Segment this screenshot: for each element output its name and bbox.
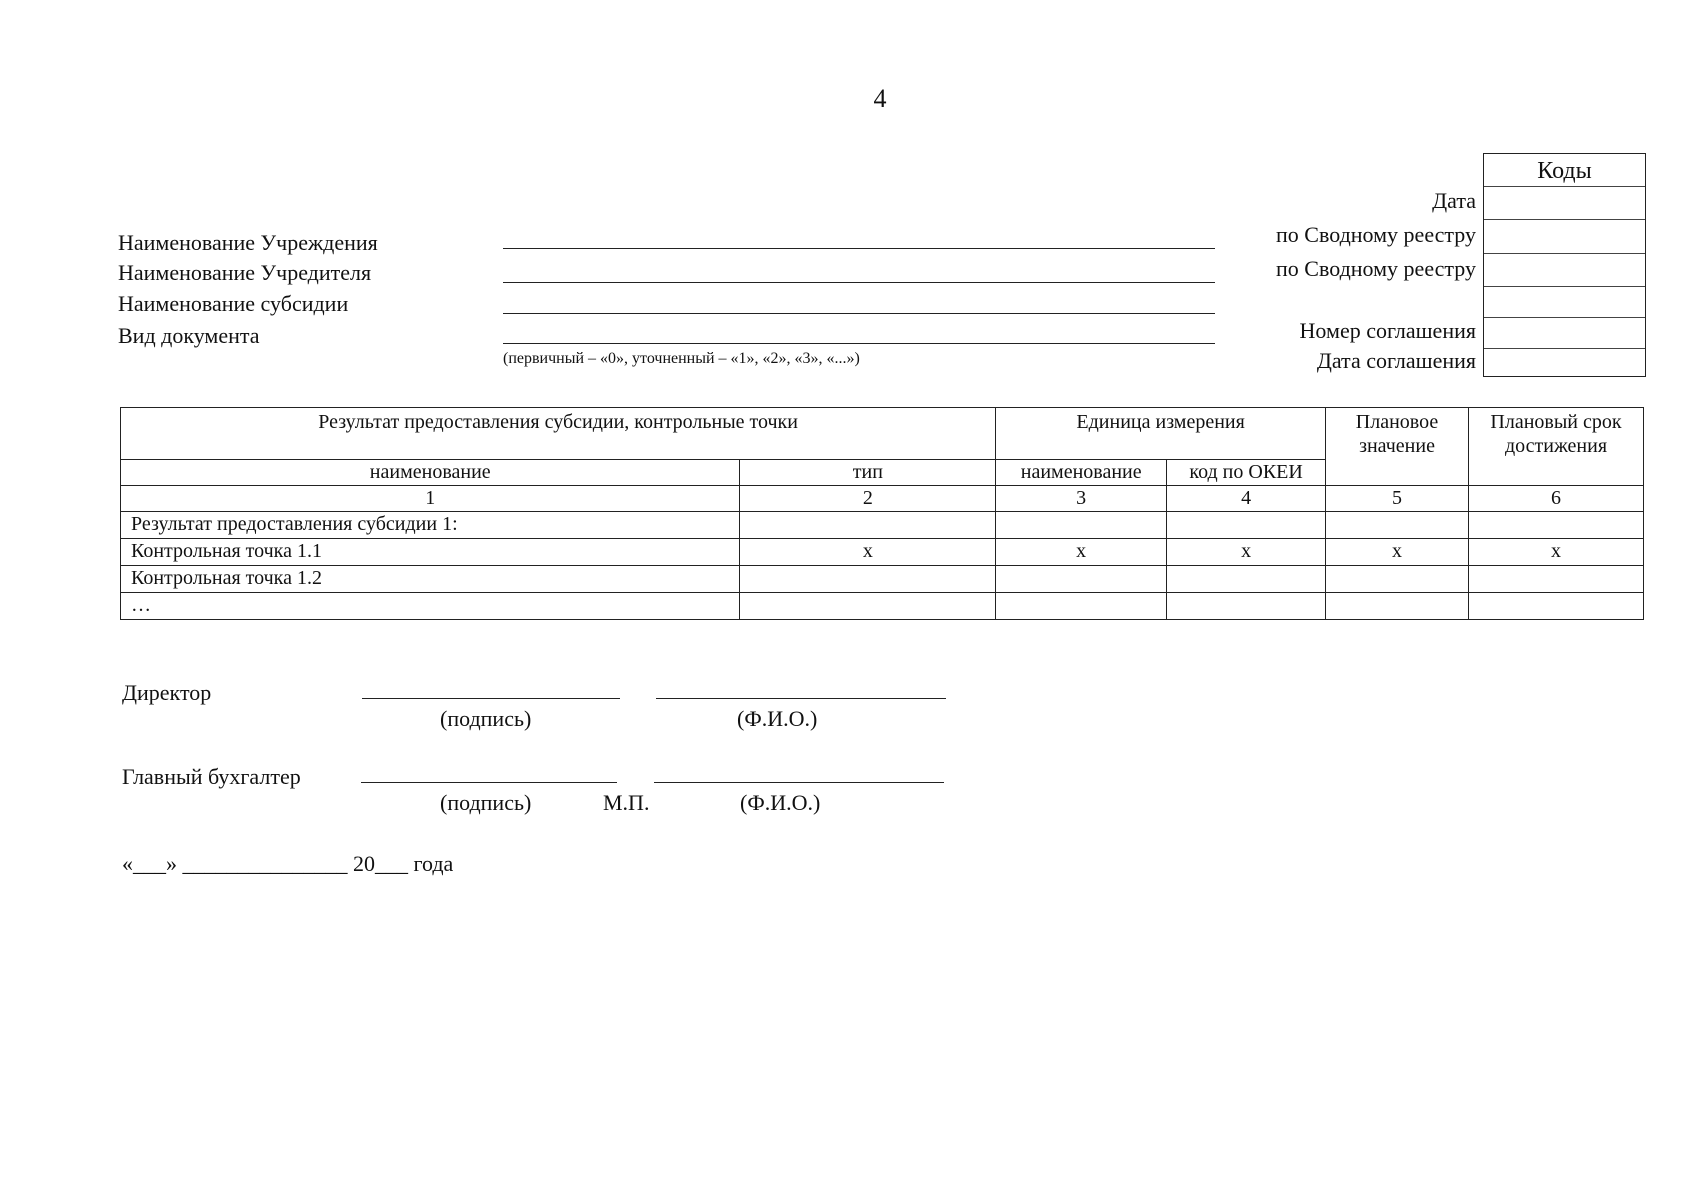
- results-table: [120, 407, 1644, 620]
- header-unit-name: наименование: [996, 460, 1167, 486]
- column-number: 3: [996, 486, 1167, 512]
- director-signature-caption: (подпись): [440, 706, 532, 731]
- codes-box: [1483, 153, 1646, 377]
- codes-registry-label-1: по Сводному реестру: [1276, 222, 1476, 247]
- table-cell[interactable]: [1167, 566, 1326, 593]
- column-number: 5: [1326, 486, 1469, 512]
- table-cell[interactable]: [996, 566, 1167, 593]
- founder-name-line[interactable]: [503, 282, 1215, 283]
- table-cell[interactable]: [1326, 512, 1469, 539]
- table-cell[interactable]: [740, 566, 996, 593]
- codes-agreement-number-cell[interactable]: [1484, 317, 1645, 348]
- table-row: [121, 566, 1644, 593]
- table-cell[interactable]: [1469, 512, 1644, 539]
- table-cell[interactable]: [1167, 512, 1326, 539]
- director-fio-caption: (Ф.И.О.): [737, 706, 818, 731]
- subsidy-name-line[interactable]: [503, 313, 1215, 314]
- column-number: 6: [1469, 486, 1644, 512]
- director-label: Директор: [122, 680, 212, 705]
- codes-date-cell[interactable]: [1484, 186, 1645, 219]
- codes-date-label: Дата: [1432, 188, 1476, 213]
- institution-name-label: Наименование Учреждения: [118, 230, 378, 255]
- row-name-cell: Результат предоставления субсидии 1:: [121, 512, 740, 539]
- table-cell[interactable]: [1326, 593, 1469, 620]
- header-result-group: Результат предоставления субсидии, контрольные точки: [121, 408, 996, 460]
- table-cell: x: [1167, 539, 1326, 566]
- table-cell[interactable]: [1469, 566, 1644, 593]
- institution-name-line[interactable]: [503, 248, 1215, 249]
- table-cell[interactable]: [1326, 566, 1469, 593]
- column-number-row: [121, 486, 1644, 512]
- column-number: 1: [121, 486, 740, 512]
- accountant-fio-caption: (Ф.И.О.): [740, 790, 821, 815]
- codes-agreement-number-label: Номер соглашения: [1299, 318, 1476, 343]
- table-cell: x: [740, 539, 996, 566]
- table-row: [121, 512, 1644, 539]
- header-plan-value: Плановое значение: [1326, 408, 1469, 486]
- table-row: [121, 593, 1644, 620]
- table-cell[interactable]: [1167, 593, 1326, 620]
- chief-accountant-label: Главный бухгалтер: [122, 764, 301, 789]
- accountant-signature-caption: (подпись): [440, 790, 532, 815]
- header-plan-term: Плановый срок достижения: [1469, 408, 1644, 486]
- codes-agreement-date-cell[interactable]: [1484, 348, 1645, 376]
- subsidy-name-label: Наименование субсидии: [118, 291, 349, 316]
- director-signature-line[interactable]: [362, 698, 620, 699]
- column-number: 2: [740, 486, 996, 512]
- table-cell: x: [996, 539, 1167, 566]
- header-type: тип: [740, 460, 996, 486]
- signature-date[interactable]: «___» _______________ 20___ года: [122, 851, 454, 876]
- table-cell[interactable]: [740, 512, 996, 539]
- codes-registry-cell-2[interactable]: [1484, 253, 1645, 286]
- row-name-cell: Контрольная точка 1.2: [121, 566, 740, 593]
- table-row: [121, 539, 1644, 566]
- header-name: наименование: [121, 460, 740, 486]
- codes-registry-cell-1[interactable]: [1484, 219, 1645, 253]
- row-name-cell: …: [121, 593, 740, 620]
- director-fio-line[interactable]: [656, 698, 946, 699]
- table-cell: x: [1326, 539, 1469, 566]
- accountant-fio-line[interactable]: [654, 782, 944, 783]
- table-cell[interactable]: [740, 593, 996, 620]
- table-cell[interactable]: [996, 593, 1167, 620]
- founder-name-label: Наименование Учредителя: [118, 260, 372, 285]
- table-cell[interactable]: [996, 512, 1167, 539]
- row-name-cell: Контрольная точка 1.1: [121, 539, 740, 566]
- page-number: 4: [873, 84, 887, 113]
- column-number: 4: [1167, 486, 1326, 512]
- header-okei-code: код по ОКЕИ: [1167, 460, 1326, 486]
- codes-registry-label-2: по Сводному реестру: [1276, 256, 1476, 281]
- table-cell[interactable]: [1469, 593, 1644, 620]
- stamp-caption: М.П.: [603, 790, 650, 815]
- codes-agreement-date-label: Дата соглашения: [1316, 348, 1476, 373]
- document-type-line[interactable]: [503, 343, 1215, 344]
- header-unit-group: Единица измерения: [996, 408, 1326, 460]
- table-cell: x: [1469, 539, 1644, 566]
- accountant-signature-line[interactable]: [361, 782, 617, 783]
- codes-empty-cell[interactable]: [1484, 286, 1645, 317]
- document-type-note: (первичный – «0», уточненный – «1», «2», «3», «...»): [503, 350, 860, 367]
- codes-title: Коды: [1537, 158, 1592, 184]
- document-type-label: Вид документа: [118, 323, 260, 348]
